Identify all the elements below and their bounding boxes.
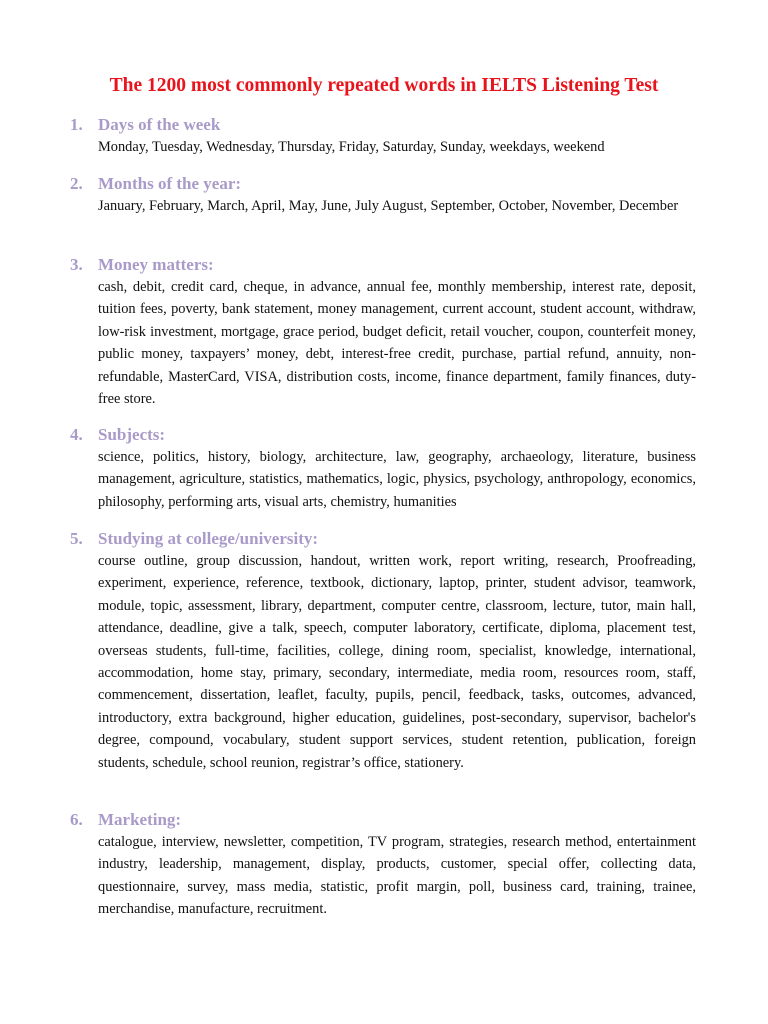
section-marketing <box>70 809 696 921</box>
section-body: Monday, Tuesday, Wednesday, Thursday, Friday, Saturday, Sunday, weekdays, weekend <box>98 139 605 155</box>
section-studying-at-college <box>70 528 696 774</box>
section-heading-text: Studying at college/university: <box>98 529 319 548</box>
section-body: course outline, group discussion, handout, written work, report writing, research, Proofreading, experiment, experience, reference, textbook, dictionary, laptop, printer, student advisor, teamwork, module, topic, assessment, library, department, computer centre, classroom, lecture, tutor, main hall, attendance, deadline, give a talk, speech, computer laboratory, certificate, diploma, placement test, overseas students, full-time, facilities, college, dining room, specialist, knowledge, international, accommodation, home stay, primary, secondary, intermediate, media room, resources room, staff, commencement, dissertation, leaflet, faculty, pupils, pencil, feedback, tasks, outcomes, advanced, introductory, extra background, higher education, guidelines, post-secondary, supervisor, bachelor's degree, compound, vocabulary, student support services, student retention, publication, foreign students, schedule, school reunion, registrar’s office, stationery. <box>98 553 696 771</box>
section-number: 3. <box>70 255 83 274</box>
section-number: 4. <box>70 425 83 444</box>
section-money-matters <box>70 254 696 410</box>
section-body: cash, debit, credit card, cheque, in advance, annual fee, monthly membership, interest rate, deposit, tuition fees, poverty, bank statement, money management, current account, student account, withdraw, low-risk investment, mortgage, grace period, budget deficit, retail voucher, coupon, counterfeit money, public money, taxpayers’ money, debt, interest-free credit, purchase, partial refund, annuity, non-refundable, MasterCard, VISA, distribution costs, income, finance department, family finances, duty-free store. <box>98 279 696 408</box>
section-heading <box>70 254 696 276</box>
section-heading-text: Subjects: <box>98 425 166 444</box>
section-heading <box>70 809 696 831</box>
section-heading <box>70 114 696 136</box>
section-heading <box>70 424 696 446</box>
document-title: The 1200 most commonly repeated words in IELTS Listening Test <box>109 75 659 96</box>
section-heading-text: Marketing: <box>98 810 182 829</box>
section-heading <box>70 173 696 195</box>
section-number: 2. <box>70 174 83 193</box>
section-number: 6. <box>70 810 83 829</box>
section-months-of-year <box>70 173 696 217</box>
section-body: catalogue, interview, newsletter, competition, TV program, strategies, research method, entertainment industry, leadership, management, display, products, customer, special offer, collecting data, questionnaire, survey, mass media, statistic, profit margin, poll, business card, training, trainee, merchandise, manufacture, recruitment. <box>98 834 696 918</box>
section-body: January, February, March, April, May, June, July August, September, October, November, December <box>98 198 679 214</box>
section-subjects <box>70 424 696 513</box>
section-number: 5. <box>70 529 83 548</box>
section-days-of-week <box>70 114 696 158</box>
section-heading-text: Months of the year: <box>98 174 242 193</box>
section-body: science, politics, history, biology, architecture, law, geography, archaeology, literature, business management, agriculture, statistics, mathematics, logic, physics, psychology, anthropology, economics, philosophy, performing arts, visual arts, chemistry, humanities <box>98 449 696 510</box>
section-heading <box>70 528 696 550</box>
section-heading-text: Days of the week <box>98 115 221 134</box>
section-heading-text: Money matters: <box>98 255 214 274</box>
section-number: 1. <box>70 115 83 134</box>
